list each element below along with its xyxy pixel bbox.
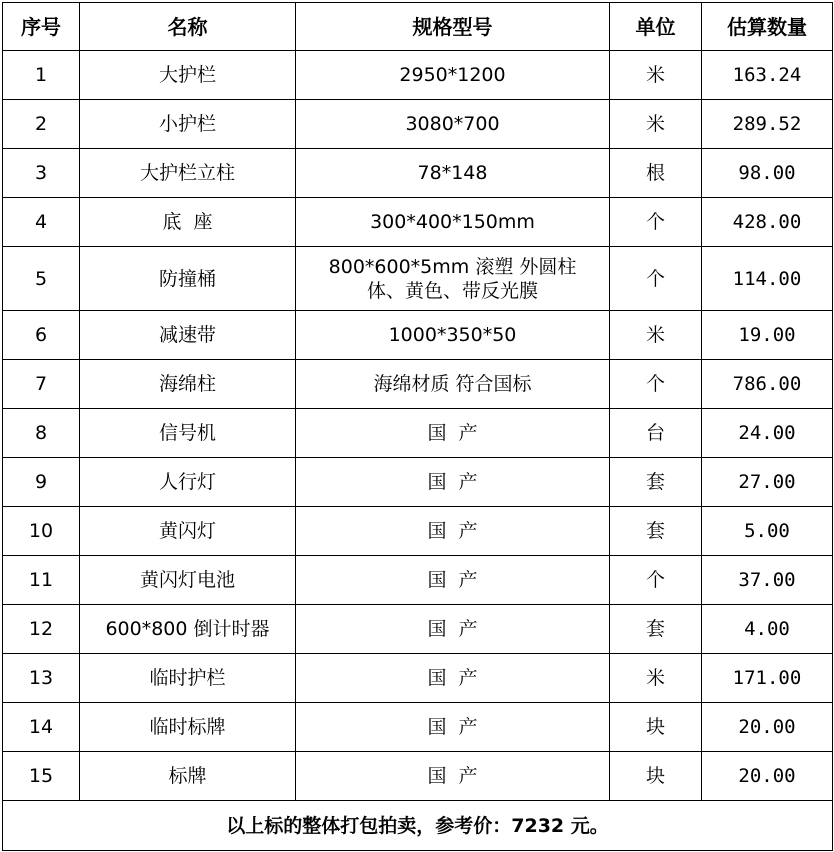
- cell-no: 2: [3, 100, 80, 149]
- table-row: [3, 360, 833, 409]
- cell-unit: 个: [610, 247, 702, 311]
- table-row: [3, 605, 833, 654]
- reference-price-note: 以上标的整体打包拍卖，参考价：7232 元。: [3, 801, 833, 851]
- cell-spec: 1000*350*50: [296, 311, 610, 360]
- cell-qty: 20.00: [702, 703, 833, 752]
- table-row: [3, 247, 833, 311]
- header-spec: 规格型号: [296, 3, 610, 51]
- cell-qty: 171.00: [702, 654, 833, 703]
- cell-unit: 套: [610, 458, 702, 507]
- cell-name: 人行灯: [80, 458, 296, 507]
- table-row: [3, 51, 833, 100]
- cell-unit: 块: [610, 703, 702, 752]
- table-row: [3, 703, 833, 752]
- cell-spec: 海绵材质 符合国标: [296, 360, 610, 409]
- table-row: [3, 458, 833, 507]
- cell-qty: 114.00: [702, 247, 833, 311]
- cell-unit: 个: [610, 360, 702, 409]
- header-qty: 估算数量: [702, 3, 833, 51]
- cell-no: 15: [3, 752, 80, 801]
- cell-qty: 5.00: [702, 507, 833, 556]
- cell-spec: 国 产: [296, 409, 610, 458]
- cell-no: 3: [3, 149, 80, 198]
- cell-name: 信号机: [80, 409, 296, 458]
- cell-name: 黄闪灯电池: [80, 556, 296, 605]
- cell-qty: 289.52: [702, 100, 833, 149]
- cell-qty: 163.24: [702, 51, 833, 100]
- cell-unit: 米: [610, 100, 702, 149]
- cell-name: 大护栏: [80, 51, 296, 100]
- cell-unit: 套: [610, 605, 702, 654]
- table-row: [3, 311, 833, 360]
- cell-no: 4: [3, 198, 80, 247]
- cell-spec: 78*148: [296, 149, 610, 198]
- cell-unit: 台: [610, 409, 702, 458]
- cell-no: 12: [3, 605, 80, 654]
- table-row: [3, 100, 833, 149]
- table-row: [3, 654, 833, 703]
- cell-spec: 800*600*5mm 滚塑 外圆柱体、黄色、带反光膜: [296, 247, 610, 311]
- table-footer-row: [3, 801, 833, 851]
- cell-name: 海绵柱: [80, 360, 296, 409]
- cell-qty: 27.00: [702, 458, 833, 507]
- cell-name: 大护栏立柱: [80, 149, 296, 198]
- cell-no: 7: [3, 360, 80, 409]
- cell-no: 1: [3, 51, 80, 100]
- header-no: 序号: [3, 3, 80, 51]
- cell-unit: 米: [610, 51, 702, 100]
- cell-name: 黄闪灯: [80, 507, 296, 556]
- cell-no: 14: [3, 703, 80, 752]
- cell-unit: 个: [610, 556, 702, 605]
- table-row: [3, 556, 833, 605]
- cell-spec: 国 产: [296, 703, 610, 752]
- cell-name: 临时标牌: [80, 703, 296, 752]
- cell-no: 5: [3, 247, 80, 311]
- auction-items-table: [2, 2, 833, 851]
- cell-no: 10: [3, 507, 80, 556]
- cell-no: 13: [3, 654, 80, 703]
- cell-spec: 国 产: [296, 752, 610, 801]
- table-row: [3, 507, 833, 556]
- cell-spec: 国 产: [296, 507, 610, 556]
- cell-qty: 786.00: [702, 360, 833, 409]
- table-row: [3, 149, 833, 198]
- table-row: [3, 409, 833, 458]
- cell-qty: 428.00: [702, 198, 833, 247]
- header-name: 名称: [80, 3, 296, 51]
- cell-name: 底 座: [80, 198, 296, 247]
- cell-name: 小护栏: [80, 100, 296, 149]
- cell-spec: 国 产: [296, 654, 610, 703]
- cell-spec: 2950*1200: [296, 51, 610, 100]
- cell-spec: 国 产: [296, 556, 610, 605]
- cell-qty: 98.00: [702, 149, 833, 198]
- cell-unit: 套: [610, 507, 702, 556]
- table-row: [3, 752, 833, 801]
- cell-unit: 米: [610, 311, 702, 360]
- cell-unit: 米: [610, 654, 702, 703]
- cell-spec: 国 产: [296, 458, 610, 507]
- cell-name: 标牌: [80, 752, 296, 801]
- table-header-row: [3, 3, 833, 51]
- cell-name: 防撞桶: [80, 247, 296, 311]
- header-unit: 单位: [610, 3, 702, 51]
- cell-name: 600*800 倒计时器: [80, 605, 296, 654]
- cell-unit: 个: [610, 198, 702, 247]
- cell-no: 8: [3, 409, 80, 458]
- cell-spec: 3080*700: [296, 100, 610, 149]
- cell-qty: 20.00: [702, 752, 833, 801]
- cell-name: 减速带: [80, 311, 296, 360]
- table-row: [3, 198, 833, 247]
- cell-unit: 根: [610, 149, 702, 198]
- cell-qty: 4.00: [702, 605, 833, 654]
- cell-spec: 国 产: [296, 605, 610, 654]
- cell-no: 6: [3, 311, 80, 360]
- cell-name: 临时护栏: [80, 654, 296, 703]
- cell-qty: 24.00: [702, 409, 833, 458]
- cell-spec: 300*400*150mm: [296, 198, 610, 247]
- cell-qty: 19.00: [702, 311, 833, 360]
- cell-no: 11: [3, 556, 80, 605]
- cell-unit: 块: [610, 752, 702, 801]
- cell-qty: 37.00: [702, 556, 833, 605]
- cell-no: 9: [3, 458, 80, 507]
